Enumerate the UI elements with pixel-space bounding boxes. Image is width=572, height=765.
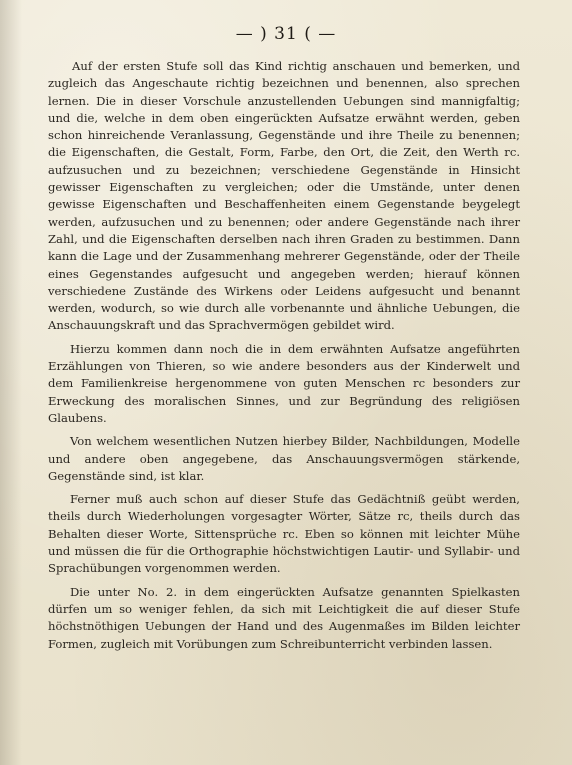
page-gutter-shadow	[0, 0, 22, 765]
paragraph-stories: Hierzu kommen dann noch die in dem erwähnten Aufsatze angeführten Erzählungen von Thieren, so wie andere besonders aus der Kinderwelt und dem Familienkreise hergenommene von guten Menschen rc besonders zur Erweckung des moralischen Sinnes, und zur Begründung des religiösen Glaubens.	[48, 341, 520, 425]
paragraph-first-stage: Auf der ersten Stufe soll das Kind richtig anschauen und bemerken, und zugleich das Angeschaute richtig bezeichnen und benennen, also sprechen lernen. Die in dieser Vorschule anzustellenden Uebungen sind mannigfaltig; und die, welche in dem oben eingerückten Aufsatze erwähnt werden, geben schon hinreichende Veranlassung, Gegenstände und ihre Theile zu benennen; die Eigenschaften, die Gestalt, Form, Farbe, den Ort, die Zeit, den Werth rc. aufzusuchen und zu bezeichnen; verschiedene Gegenstände in Hinsicht gewisser Eigenschaften zu vergleichen; oder die Umstände, unter denen gewisse Eigenschaften und Beschaffenheiten einem Gegenstande beygelegt werden, aufzusuchen und zu benennen; oder andere Gegenstände nach ihrer Zahl, und die Eigenschaften derselben nach ihren Graden zu bestimmen. Dann kann die Lage und der Zusammenhang mehrerer Gegenstände, oder der Theile eines Gegenstandes aufgesucht und angegeben werden; hierauf können verschiedene Zustände des Wirkens oder Leidens aufgesucht und benannt werden, wodurch, so wie durch alle vorbenannte und ähnliche Uebungen, die Anschauungskraft und das Sprachvermögen gebildet wird.	[48, 59, 520, 333]
paragraph-pictures: Von welchem wesentlichen Nutzen hierbey Bilder, Nachbildungen, Modelle und andere oben angegebene, das Anschauungsvermögen stärkende, Gegenstände sind, ist klar.	[48, 434, 520, 483]
paragraph-play-boxes: Die unter No. 2. in dem eingerückten Aufsatze genannten Spielkasten dürfen um so weniger fehlen, da sich mit Leichtigkeit die auf dieser Stufe höchstnöthigen Uebungen der Hand und des Augenmaßes im Bilden leichter Formen, zugleich mit Vorübungen zum Schreibunterricht verbinden lassen.	[48, 584, 520, 651]
paragraph-memory: Ferner muß auch schon auf dieser Stufe das Gedächtniß geübt werden, theils durch Wiederholungen vorgesagter Wörter, Sätze rc, theils durch das Behalten dieser Worte, Sittensprüche rc. Eben so können mit leichter Mühe und müssen die für die Orthographie höchstwichtigen Lautir- und Syllabir- und Sprachübungen vorgenommen werden.	[48, 492, 520, 576]
page-header: — ) 31 ( —	[235, 24, 337, 44]
page-body	[48, 58, 520, 659]
